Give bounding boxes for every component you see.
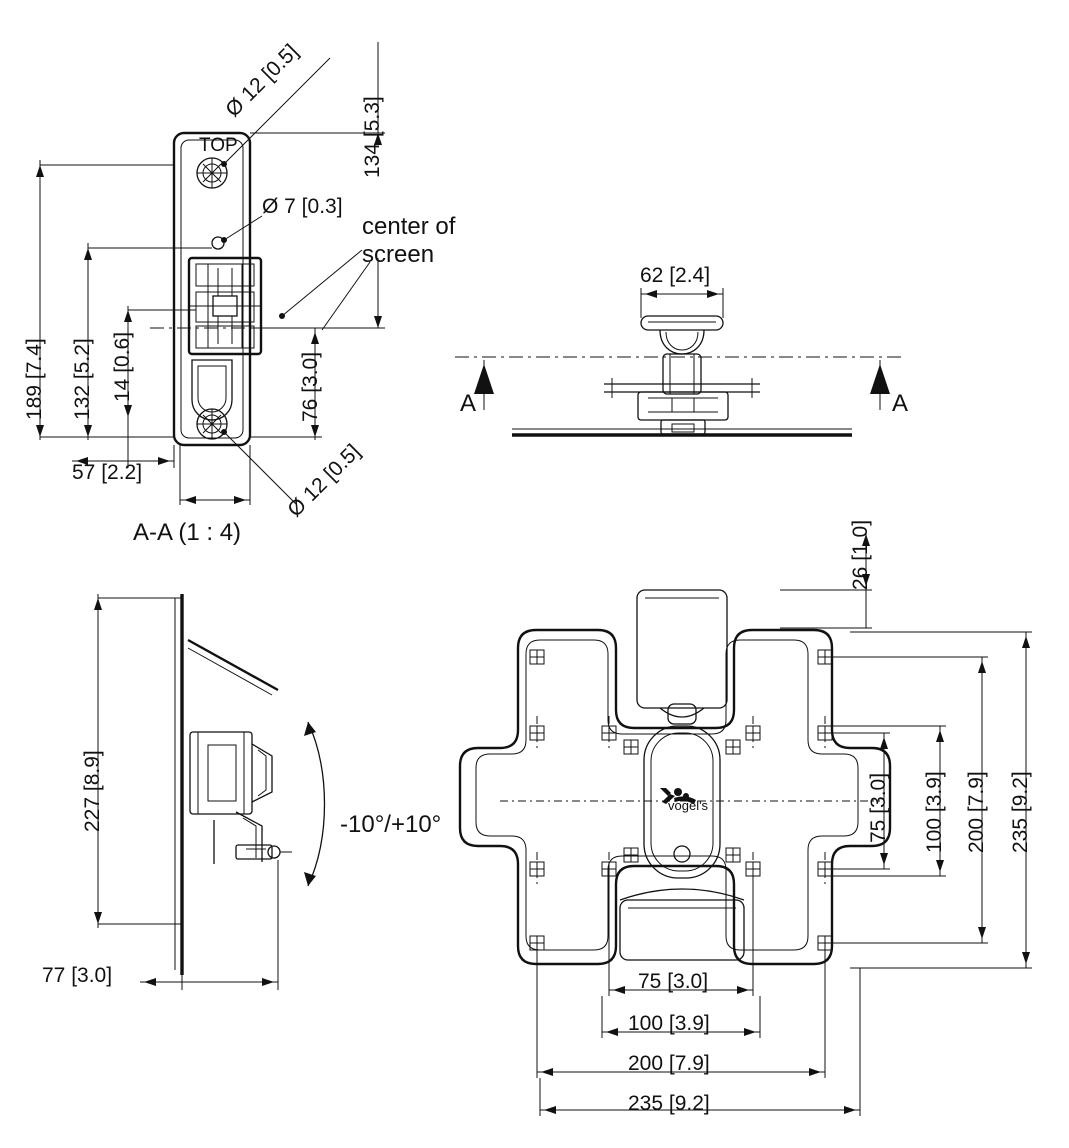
dim-h200: 200 [7.9] (628, 1052, 710, 1075)
dim-h235: 235 [9.2] (628, 1092, 710, 1115)
front-view-geometry (460, 530, 1032, 1116)
dim-dia12-top: Ø 12 [0.5] (221, 40, 303, 122)
note-tilt-range: -10°/+10° (340, 811, 442, 838)
top-view-geometry (455, 288, 905, 435)
dim-v200: 200 [7.9] (965, 771, 988, 853)
dim-26: 26 [1.0] (849, 519, 872, 590)
dim-227: 227 [8.9] (81, 750, 104, 832)
dim-134: 134 [5.3] (361, 96, 384, 178)
note-top-marker: TOP (199, 135, 238, 156)
dim-dia7: Ø 7 [0.3] (262, 195, 343, 218)
dim-132: 132 [5.2] (71, 338, 94, 420)
section-label: A-A (1 : 4) (133, 519, 242, 546)
dim-189: 189 [7.4] (23, 338, 46, 420)
dim-h100: 100 [3.9] (628, 1012, 710, 1035)
dim-h75: 75 [3.0] (638, 970, 709, 993)
section-view-geometry (36, 42, 385, 505)
section-arrow-right-label: A (892, 390, 909, 417)
dim-dia12-bottom: Ø 12 [0.5] (283, 440, 365, 522)
side-view-geometry (94, 594, 325, 990)
dim-v235: 235 [9.2] (1009, 771, 1032, 853)
dim-v100: 100 [3.9] (923, 771, 946, 853)
dim-v75: 75 [3.0] (867, 772, 890, 843)
dim-57: 57 [2.2] (72, 461, 143, 484)
note-center-of-screen-line2: screen (362, 241, 435, 268)
note-center-of-screen-line1: center of (362, 213, 456, 240)
dim-14: 14 [0.6] (111, 331, 134, 402)
dim-76: 76 [3.0] (299, 351, 322, 422)
section-arrow-left-label: A (460, 390, 477, 417)
svg-text:vogel's: vogel's (668, 798, 709, 813)
dim-77: 77 [3.0] (42, 964, 113, 987)
dim-62: 62 [2.4] (640, 264, 711, 287)
